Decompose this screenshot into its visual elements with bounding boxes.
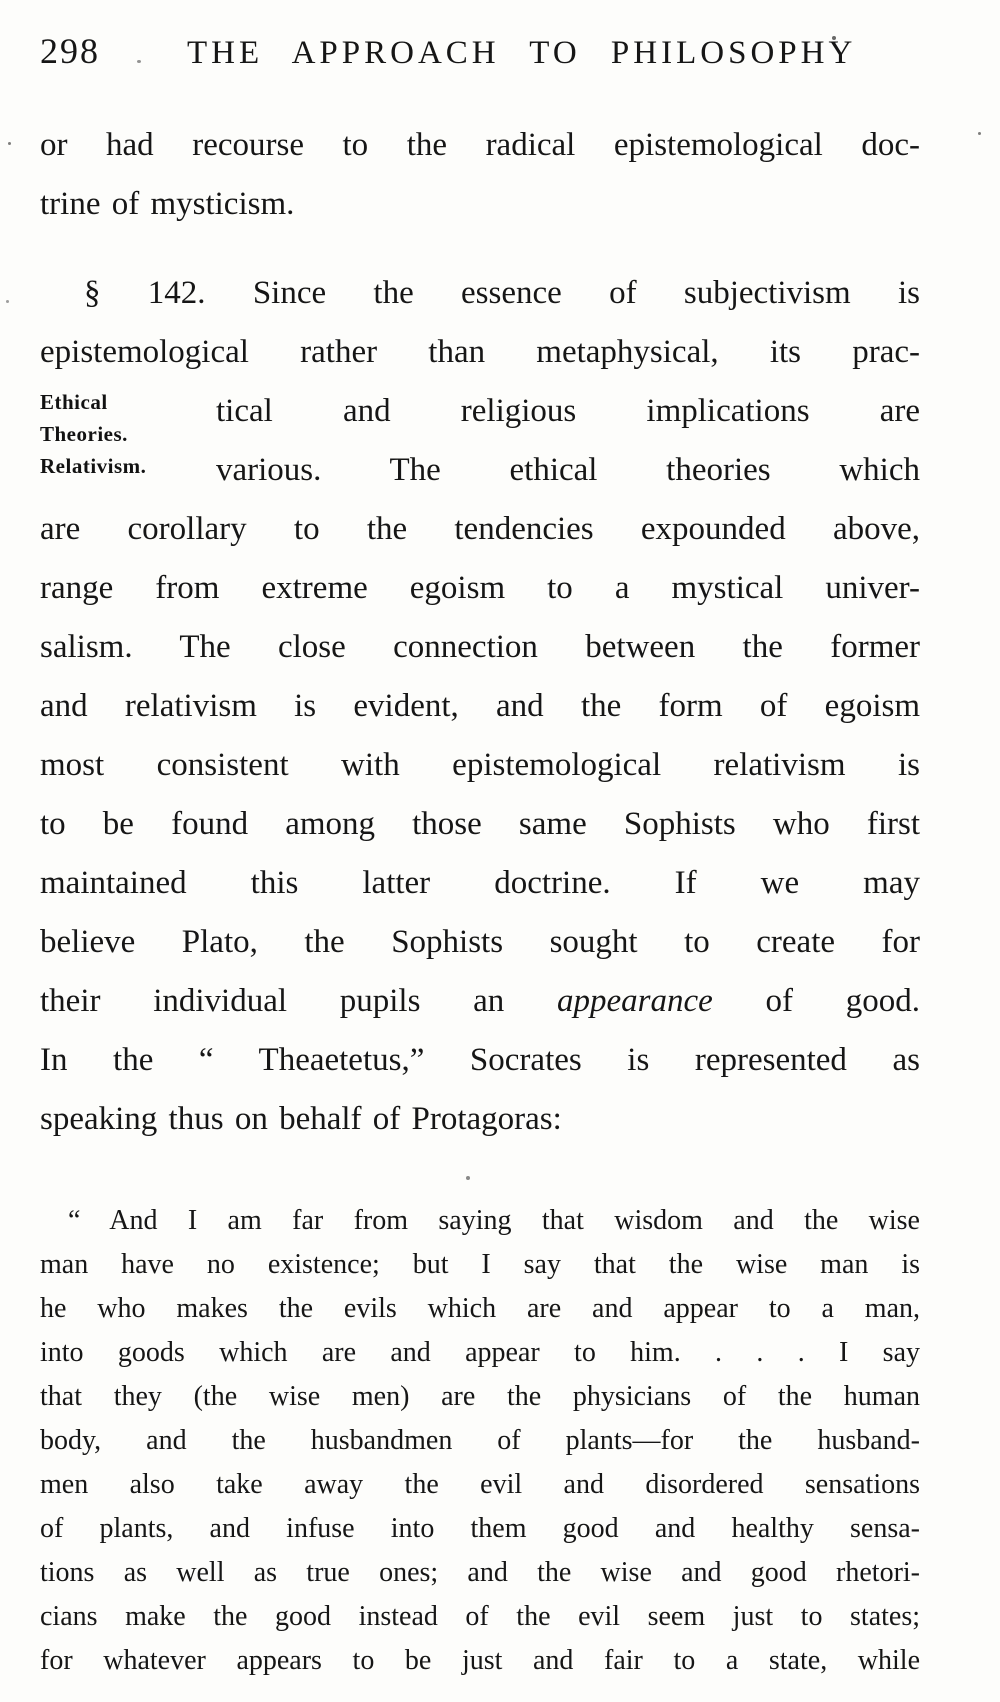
- quote-line: cians make the good instead of the evil seem just to states;: [40, 1601, 920, 1632]
- quote-line: he who makes the evils which are and appear to a man,: [40, 1293, 920, 1324]
- text-line: various. The ethical theories which: [216, 452, 920, 488]
- margin-note-line: Ethical: [40, 390, 108, 414]
- text-line: salism. The close connection between the former: [40, 629, 920, 665]
- text-line: to be found among those same Sophists who first: [40, 806, 920, 842]
- scan-speck: [8, 142, 11, 145]
- quote-line: “ And I am far from saying that wisdom and the wise: [68, 1205, 920, 1236]
- block-quote: [40, 1199, 920, 1683]
- text-line: trine of mysticism.: [40, 186, 295, 222]
- quote-line: tions as well as true ones; and the wise and good rhetori-: [40, 1557, 920, 1588]
- text-line: are corollary to the tendencies expounded above,: [40, 511, 920, 547]
- margin-note-line: Theories.: [40, 422, 128, 446]
- text-line: believe Plato, the Sophists sought to create for: [40, 924, 920, 960]
- page-number: 298: [40, 31, 100, 71]
- text-block: [40, 0, 920, 1683]
- text-segment: their individual pupils an: [40, 983, 558, 1019]
- quote-line: into goods which are and appear to him. . . . I say: [40, 1337, 920, 1368]
- quote-line: that they (the wise men) are the physicians of the human: [40, 1381, 920, 1412]
- margin-note-line: Relativism.: [40, 454, 147, 478]
- quote-line: man have no existence; but I say that the wise man is: [40, 1249, 920, 1280]
- text-line: speaking thus on behalf of Protagoras:: [40, 1101, 562, 1137]
- text-line: and relativism is evident, and the form of egoism: [40, 688, 920, 724]
- text-line: or had recourse to the radical epistemological doc-: [40, 127, 920, 163]
- text-line: most consistent with epistemological relativism is: [40, 747, 920, 783]
- paragraph-continuation: [40, 116, 920, 234]
- scan-speck: [978, 132, 981, 135]
- quote-line: of plants, and infuse into them good and healthy sensa-: [40, 1513, 920, 1544]
- running-title: THE APPROACH TO PHILOSOPHY: [187, 35, 857, 71]
- text-line: tical and religious implications are: [216, 393, 920, 429]
- page-header: [40, 0, 920, 72]
- quote-line: body, and the husbandmen of plants—for the husband-: [40, 1425, 920, 1456]
- paragraph-section-142: [40, 264, 920, 1149]
- italic-word: appearance: [557, 983, 713, 1019]
- text-segment: of good.: [765, 983, 921, 1019]
- text-line: maintained this latter doctrine. If we may: [40, 865, 920, 901]
- quote-line: men also take away the evil and disordered sensations: [40, 1469, 920, 1500]
- margin-note: [40, 386, 210, 482]
- scan-speck: [6, 300, 9, 303]
- text-line: § 142. Since the essence of subjectivism is: [84, 275, 920, 311]
- quote-line: for whatever appears to be just and fair to a state, while: [40, 1645, 920, 1676]
- text-line-with-italic: [40, 972, 920, 1031]
- text-line: In the “ Theaetetus,” Socrates is represented as: [40, 1042, 920, 1078]
- text-line: epistemological rather than metaphysical, its prac-: [40, 334, 920, 370]
- text-line: range from extreme egoism to a mystical univer-: [40, 570, 920, 606]
